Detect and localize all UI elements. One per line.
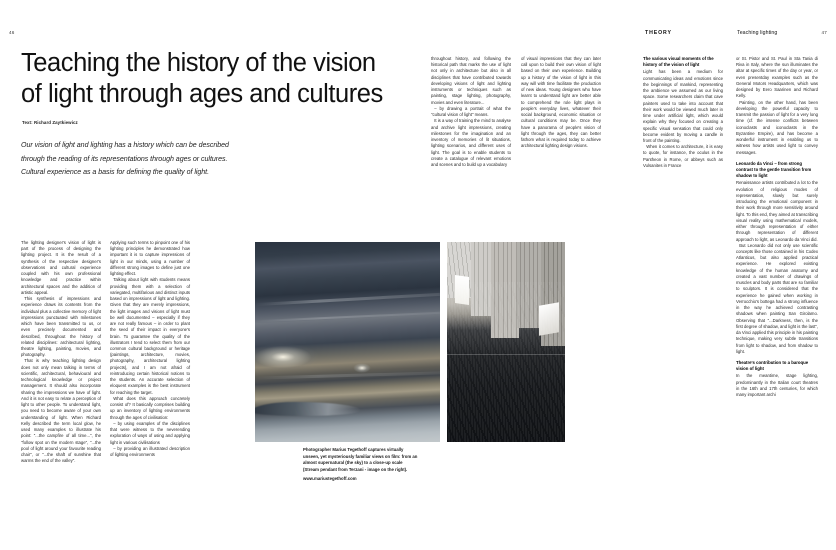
body-paragraph: Talking about light with students means providing them with a selection of variegated, multifarious and distinct inputs based on impressions of light and lighting. Given that they are merely impressions, the light images and visions of light must be well documented – especially if they are not really famous – in order to plant the seed of their impact in everyone's brain. To guarantee the quality of the illustrators I tend to select them from our common cultural background or heritage (paintings, architecture, movies, photography, architectural lighting projects), and I am not afraid of reintroducing certain historical notions to the students. An accurate selection of eloquent examples is the best instrument for reaching the target. bbox=[110, 277, 190, 395]
body-paragraph: Renaissance artists contributed a lot to the evolution of religious modes of representation, slowly but surely introducing the emotional component in their work through more sensitivity around light. To this end, they aimed at transcribing visual reality using mathematical models, either through representation of either through representation of different approach to light, as Leonardo da Vinci did. bbox=[736, 180, 818, 242]
body-paragraph: What does this approach concretely consist of? It basically comprises building up an inventory of lighting environments through the ages of civilisation: bbox=[110, 395, 190, 420]
standfirst-intro: Our vision of light and lighting has a history which can be described through the reading of its representations through ages or cultures. Cultural experience as a basis for defining the quality of light. bbox=[21, 141, 229, 177]
photo-caption bbox=[303, 447, 419, 482]
text-column-1 bbox=[21, 240, 101, 464]
text-column-4 bbox=[521, 56, 601, 150]
body-paragraph: This synthesis of impressions and experience draws its contents from the individual plus a collective memory of light impressions punctuated with milestones which have been transmitted to us, or even precisely documented and described, throughout the history of related disciplines: architectural lighting, theatre lighting, painting, movies, and photography. bbox=[21, 296, 101, 358]
sky-seascape-photo bbox=[255, 242, 440, 442]
text-column-6 bbox=[736, 56, 818, 398]
cloud-streak-3 bbox=[255, 371, 440, 379]
body-paragraph: of visual impressions that they can later call upon to build their own vision of light based on their own experience. Building up a history of the vision of light in this way will with time facilitate the production of new ideas. Young designers who have learnt to understand light are better able to comprehend the role light plays in people's everyday lives, whatever their social background, economic situation or cultural conditions may be. Once they have a panorama of people's vision of light through the ages, they can better fathom what is required today to achieve architectural lighting design visions. bbox=[521, 56, 601, 149]
running-head-section: Teaching lighting bbox=[737, 30, 778, 36]
section-subheading: Theatre's contribution to a baroque vision of light bbox=[736, 359, 809, 372]
body-paragraph: or St. Pistor and St. Paul in Sta Tania di Riva in Italy, where the sun illuminates the altar at specific times of the day or year, or even presentday examples such as the General Motors Headquarters, which was designed by Eero Saarinen and Richard Kelly. bbox=[736, 56, 818, 99]
cloud-streak-2 bbox=[255, 312, 440, 322]
section-subheading: The various visual moments of the history of the vision of light bbox=[643, 56, 714, 68]
section-subheading: Leonardo da Vinci – from strong contrast to the gentle transition from shadow to light bbox=[736, 160, 812, 179]
shoreline-shape bbox=[255, 402, 361, 416]
folio-left-page: 46 bbox=[9, 30, 15, 35]
stream-pendant-photo bbox=[447, 242, 565, 442]
running-head-theory: THEORY bbox=[645, 30, 672, 36]
cloud-streak-1 bbox=[255, 293, 440, 306]
body-paragraph: Painting, on the other hand, has been developing the powerful capacity to transmit the passion of light for a very long time (cf. the intense conflicts between iconoclasts and iconoclasts in the Byzantine Empire), and has become a wonderful instrument in enabling us to witness how artists used light to convey messages. bbox=[736, 99, 818, 155]
body-paragraph: In the meantime, stage lighting, predominantly in the Italian court theatres in the 16th and 17th centuries, for which many important archi bbox=[736, 373, 818, 398]
text-column-5 bbox=[643, 56, 723, 169]
page-title: Teaching the history of the vision of light through ages and cultures bbox=[21, 49, 383, 108]
body-paragraph: – by using examples of the disciplines that were witness to the neverending exploration of ways of using and applying light in various civilisations bbox=[110, 420, 190, 445]
body-paragraph: – by providing an illustrated description of lighting environments bbox=[110, 445, 190, 457]
body-paragraph: throughout history, and following the historical path that marks the use of light not only in architecture but also in all disciplines that have contributed towards developing visions of light and lighting instruments or techniques such as painting, stage lighting, photography, movies and even literature... bbox=[431, 56, 511, 105]
author-byline: Text: Richard Zaytkiewicz bbox=[22, 120, 78, 125]
body-paragraph: When it comes to architecture, it is easy to quote, for instance, the oculus in the Pantheon in Rome, or abbeys such as Vulsanites in France bbox=[643, 144, 723, 168]
body-paragraph: That is why teaching lighting design does not only mean talking in terms of scientific, architectural, behavioural and technological knowledge or project management. It should also incorporate sharing the impressions we have of light. And it is not easy to relate a perception of light to other people. To understand light, you need to become aware of your own understanding of light. When Richard Kelly described the term local glow, he used many examples to illustrate his point: "...the campfire of all time...", the "follow spot on the modern stage", "...the pool of light around your favourite reading chair", or "...the shaft of sunshine that warms the end of the valley". bbox=[21, 358, 101, 464]
body-paragraph: The lighting designer's vision of light is part of the process of designing the lighting project. It is the result of a synthesis of the respective designer's observations and cultural experience coupled with his own professional knowledge and practice within architectural spaces and the addition of artistic appeal. bbox=[21, 240, 101, 295]
body-paragraph: Applying such terms to pinpoint one of his lighting principles he demonstrated how important it is to capture impressions of light in our minds, using a number of different strong images to define just one lighting effect. bbox=[110, 240, 190, 277]
body-paragraph: But Leonardo did not only use scientific concepts like those contained in his Codex Atlanticus, but also applied practical experience. He explored existing knowledge of the human anatomy and created a vast number of drawings of muscles and body parts that are so familiar to sculptors. It is considered that the experience he gained when working in Verrocchio's bottega had a strong influence in the way he achieved contrasting shadows when painting San Girolamo. Observing that "...Darkness, then, is the first degree of shadow, and light is the last", da Vinci applied this principle in his painting technique, making very subtle transitions from light to shadow, and from shadow to light. bbox=[736, 242, 818, 354]
caption-url: www.mariustegethoff.com bbox=[303, 475, 357, 481]
vertical-streak-texture bbox=[447, 282, 565, 442]
body-paragraph: Light has been a medium for communicating ideas and emotions since the beginnings of mankind, representing the ambience we assumed as our living space. Some researchers claim that cave painters used to take into account that their work would be viewed much later in time under artificial light, which would explain why they focused on creating a specific visual sensation that could only become evident by moving a candle in front of the painting. bbox=[643, 69, 723, 144]
horizon-line bbox=[447, 354, 565, 355]
folio-right-page: 47 bbox=[821, 30, 827, 35]
body-paragraph: – by drawing a portrait of what the "cultural vision of light" means. bbox=[431, 105, 511, 118]
text-column-3 bbox=[431, 56, 511, 168]
caption-text: Photographer Marius Tegethoff captures virtually unseen, yet mysteriously familiar views on film: from an almost supernatural (the sky) to a close-up scale (Stream pendant from Terzani - image on the right). bbox=[303, 447, 418, 472]
body-paragraph: It is a way of training the mind to analyse and archive light impressions, creating milestones for the imagination and an inventory of memories of lit situations, lighting scenarios, and different uses of light. The goal is to enable students to create a catalogue of relevant emotions and scenes and to build up a vocabulary bbox=[431, 118, 511, 167]
text-column-2 bbox=[110, 240, 190, 458]
